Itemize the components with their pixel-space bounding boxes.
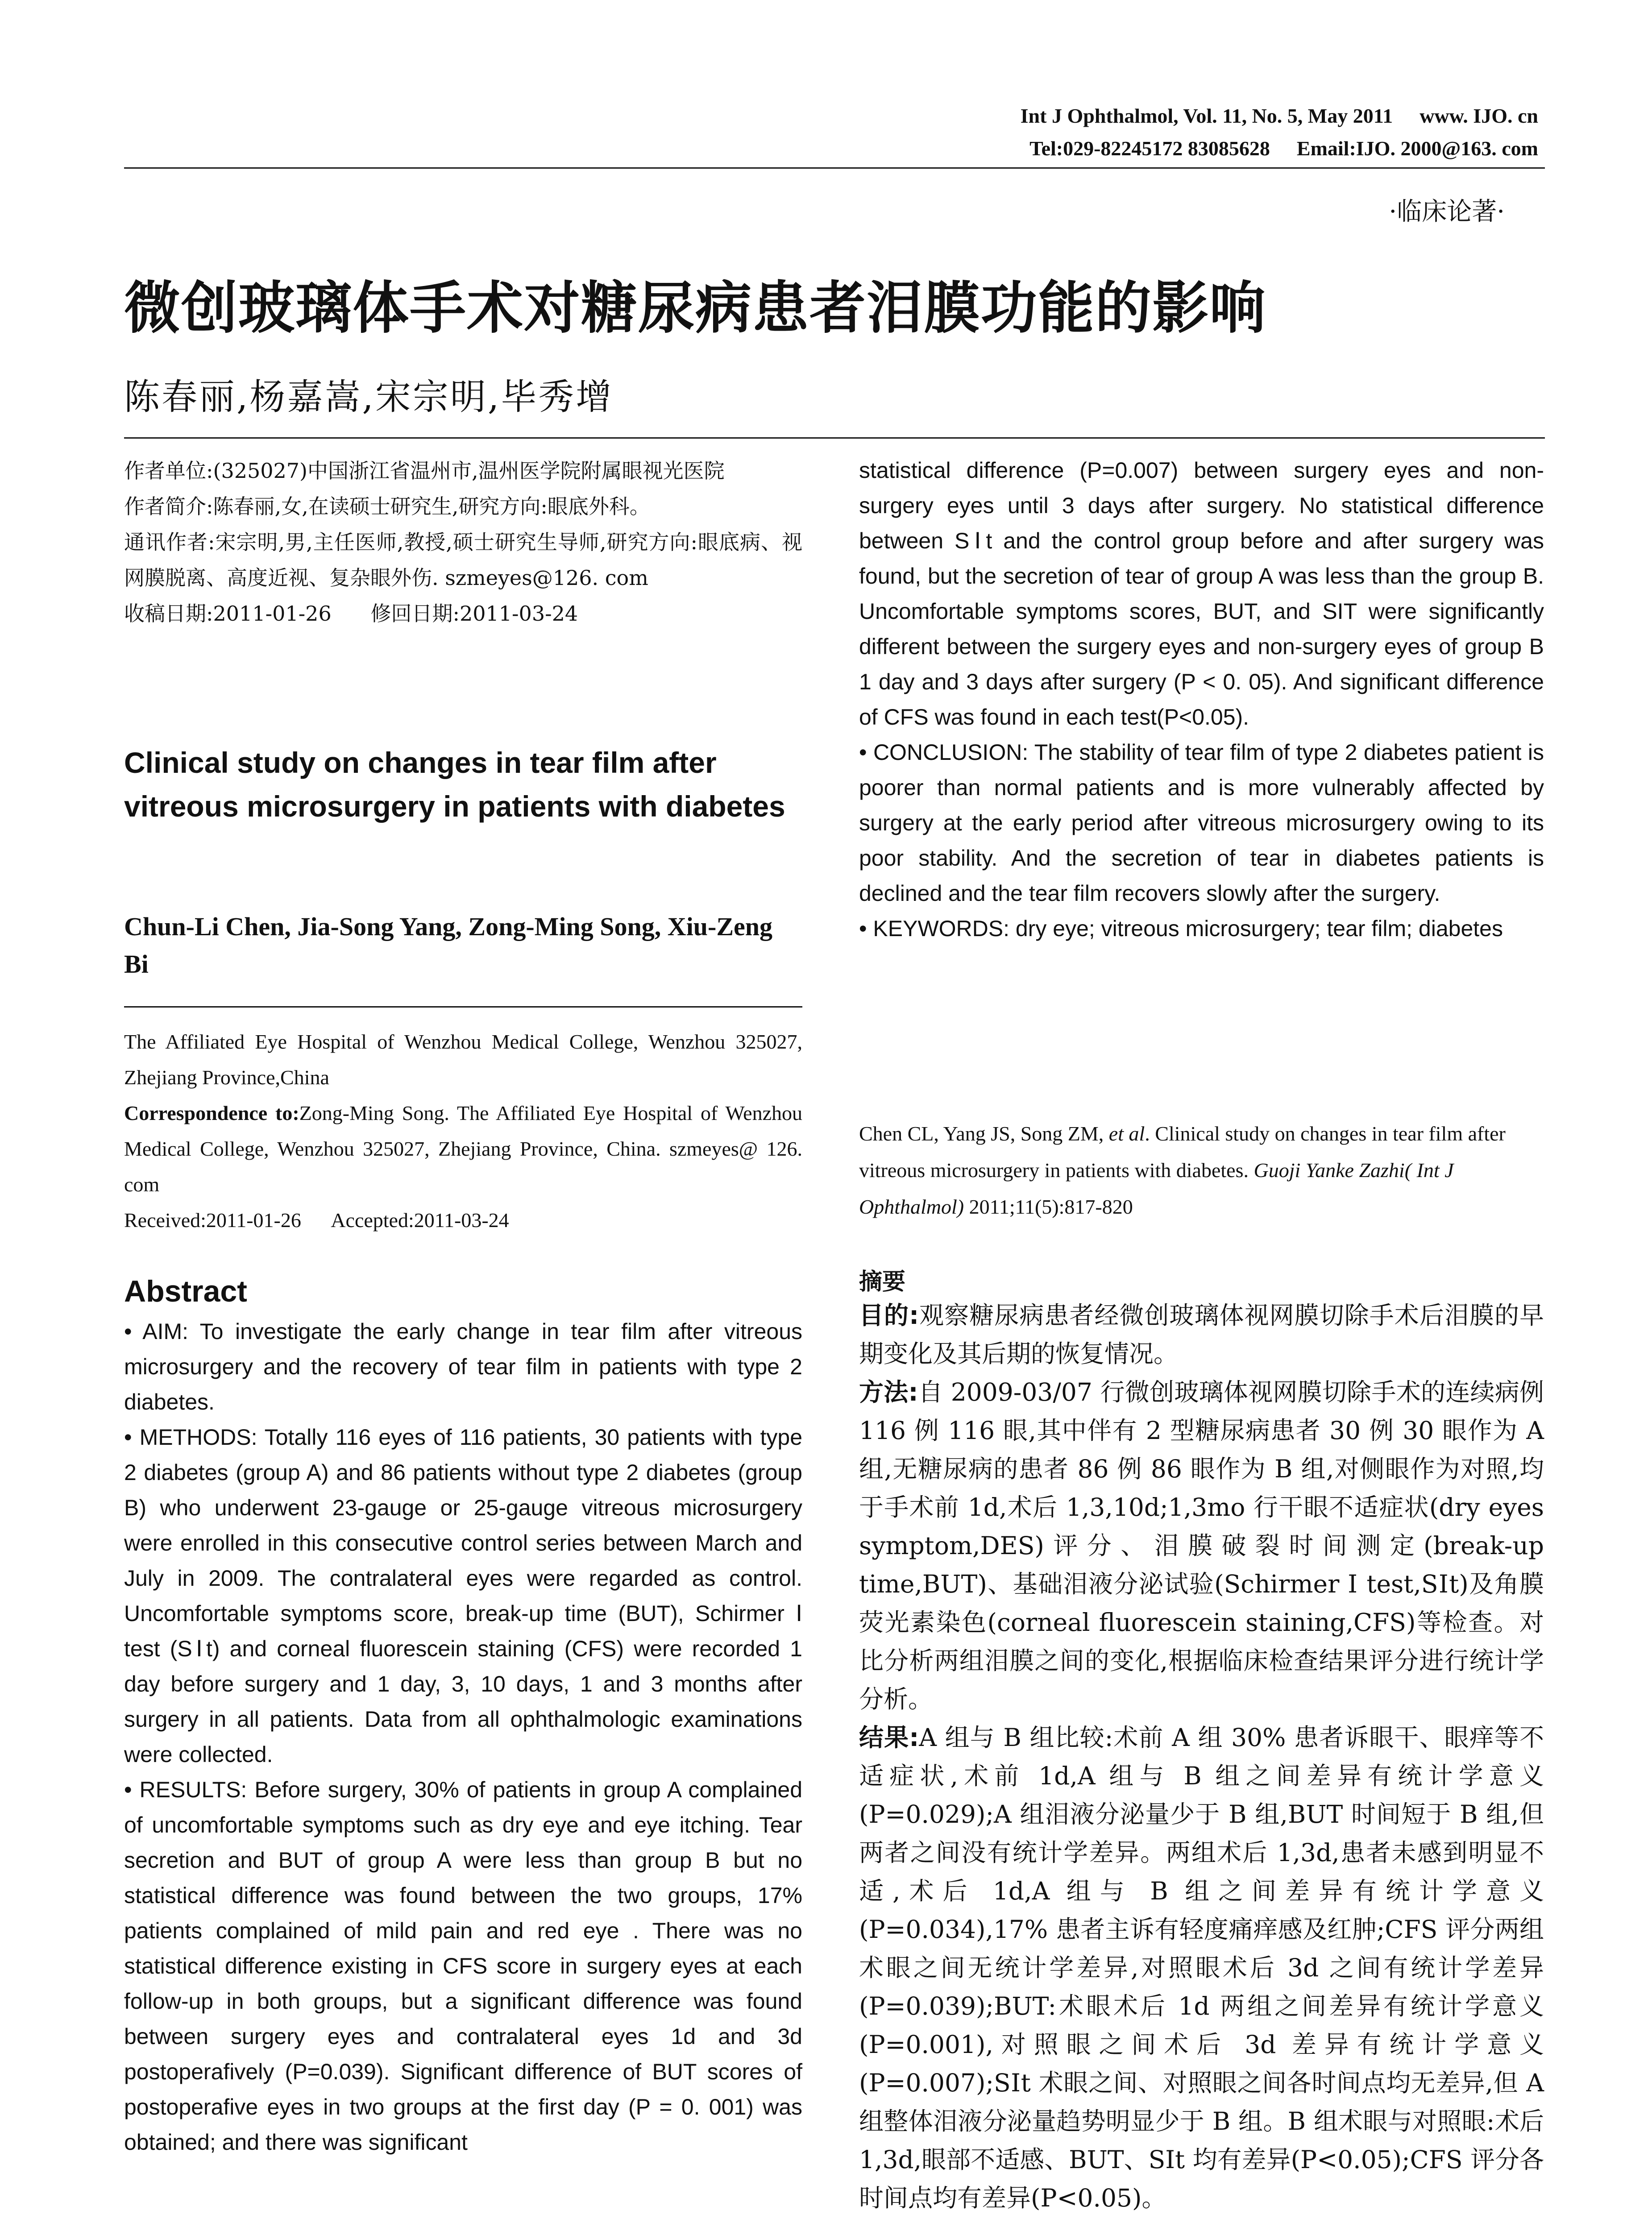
- dates-cn: 收稿日期:2011-01-26 修回日期:2011-03-24: [124, 601, 578, 626]
- running-header: [994, 104, 1538, 129]
- authors-cn: 陈春丽,杨嘉嵩,宋宗明,毕秀增: [124, 376, 614, 418]
- authors-en: Chun-Li Chen, Jia-Song Yang, Zong-Ming Song, Xiu-Zeng Bi: [124, 912, 773, 979]
- abstract-results-en-part2: statistical difference (P=0.007) between surgery eyes and non-surgery eyes until 3 days after surgery. No statistical difference between SⅠt and the control group before and after surgery was found, but the secretion of tear of group A was less than the group B. Uncomfortable symptoms scores, BUT, and SIT were significantly different between the surgery eyes and non-surgery eyes of group B 1 day and 3 days after surgery (P < 0. 05). And significant difference of CFS was found in each test(P<0.05).: [859, 458, 1544, 730]
- methods-text-cn: 自 2009-03/07 行微创玻璃体视网膜切除手术的连续病例 116 例 116 眼,其中伴有 2 型糖尿病患者 30 例 30 眼作为 A 组,无糖尿病的患者 86 例 86 眼作为 B 组,对侧眼作为对照,均于手术前 1d,术后 1,3,10d;1,3mo 行干眼不适症状(dry eyes symptom,DES)评分、泪膜破裂时间测定(break-up time,BUT)、基础泪液分泌试验(Schirmer Ⅰ test,SⅠt)及角膜荧光素染色(corneal fluorescein staining,CFS)等检查。对比分析两组泪膜之间的变化,根据临床检查结果评分进行统计学分析。: [859, 1378, 1544, 1713]
- methods-label-cn: 方法:: [859, 1378, 918, 1406]
- abstract-en-right: [859, 453, 1544, 946]
- affiliation-rule: [124, 1006, 802, 1008]
- affiliation-en: The Affiliated Eye Hospital of Wenzhou Medical College, Wenzhou 325027, Zhejiang Province,China: [124, 1030, 802, 1089]
- abstract-results-cn: [859, 1718, 1544, 2217]
- abstract-methods-en: • METHODS: Totally 116 eyes of 116 patients, 30 patients with type 2 diabetes (group A) and 86 patients without type 2 diabetes (group B) who underwent 23-gauge or 25-gauge vitreous microsurgery were enrolled in this consecutive control series between March and July in 2009. The contralateral eyes were regarded as control. Uncomfortable symptoms score, break-up time (BUT), Schirmer Ⅰ test (SⅠt) and corneal fluorescein staining (CFS) were recorded 1 day before surgery and 1 day, 3, 10 days, 1 and 3 months after surgery in all patients. Data from all ophthalmologic examinations were collected.: [124, 1425, 802, 1767]
- dates-en: Received:2011-01-26 Accepted:2011-03-24: [124, 1209, 509, 1232]
- citation-tail: 2011;11(5):817-820: [964, 1195, 1133, 1218]
- affiliation-block: [124, 1024, 802, 1238]
- citation-etal: et al: [1104, 1122, 1145, 1145]
- citation-authors: Chen CL, Yang JS, Song ZM,: [859, 1122, 1104, 1145]
- abstract-aim-cn: [859, 1296, 1544, 1373]
- contact-header: [1003, 136, 1538, 161]
- citation-journal: Guoji Yanke Zazhi( Int J Ophthalmol): [859, 1159, 1454, 1218]
- corresponding-author-cn: 通讯作者:宋宗明,男,主任医师,教授,硕士研究生导师,研究方向:眼底病、视网膜脱离、高度近视、复杂眼外伤. szmeyes@126. com: [124, 530, 802, 590]
- citation-text: [859, 1116, 1544, 1225]
- journal-tel: Tel:029-82245172 83085628: [1029, 137, 1270, 160]
- results-label-cn: 结果:: [859, 1723, 919, 1752]
- abstract-cn: [859, 1296, 1544, 2217]
- aim-text-cn: 观察糖尿病患者经微创玻璃体视网膜切除手术后泪膜的早期变化及其后期的恢复情况。: [859, 1301, 1544, 1368]
- aim-label-cn: 目的:: [859, 1301, 919, 1330]
- abstract-conclusion-en: • CONCLUSION: The stability of tear film of type 2 diabetes patient is poorer than normal patients and is more vulnerably affected by surgery at the early period after vitreous microsurgery owing to its poor stability. And the secretion of tear in diabetes patients is declined and the tear film recovers slowly after the surgery.: [859, 740, 1544, 906]
- abstract-en-left: [124, 1314, 802, 2160]
- abstract-heading-en: Abstract: [124, 1274, 247, 1308]
- title-cn: 微创玻璃体手术对糖尿病患者泪膜功能的影响: [124, 275, 1266, 341]
- author-unit-cn: 作者单位:(325027)中国浙江省温州市,温州医学院附属眼视光医院: [124, 459, 725, 483]
- journal-citation-line: Int J Ophthalmol, Vol. 11, No. 5, May 2011: [1020, 104, 1393, 127]
- citation-block: [859, 1116, 1544, 1225]
- author-info-cn: [124, 453, 802, 631]
- correspondence-text: Zong-Ming Song. The Affiliated Eye Hospital of Wenzhou Medical College, Wenzhou 325027, Zhejiang Province, China. szmeyes@ 126. com: [124, 1102, 802, 1196]
- abstract-aim-en: • AIM: To investigate the early change in tear film after vitreous microsurgery and the recovery of tear film in patients with type 2 diabetes.: [124, 1319, 802, 1414]
- abstract-keywords-en: • KEYWORDS: dry eye; vitreous microsurgery; tear film; diabetes: [859, 916, 1503, 941]
- abstract-heading-cn: 摘要: [859, 1269, 906, 1295]
- abstract-results-en-part1: • RESULTS: Before surgery, 30% of patients in group A complained of uncomfortable symptoms such as dry eye and eye itching. Tear secretion and BUT of group A were less than group B but no statistical difference was found between the two groups, 17% patients complained of mild pain and red eye . There was no statistical difference existing in CFS score in surgery eyes at each follow-up in both groups, but a significant difference was found between surgery eyes and contralateral eyes 1d and 3d postoperafively (P=0.039). Significant difference of BUT scores of postoperafive eyes in two groups at the first day (P = 0. 001) was obtained; and there was significant: [124, 1777, 802, 2155]
- correspondence-label: Correspondence to:: [124, 1102, 299, 1124]
- title-en: Clinical study on changes in tear film after vitreous microsurgery in patients with diabetes: [124, 746, 785, 823]
- correspondence-en: [124, 1095, 802, 1203]
- citation-title: . Clinical study on changes in tear film after vitreous microsurgery in patients with diabetes.: [859, 1122, 1506, 1182]
- section-tag: ·临床论著·: [1389, 197, 1505, 226]
- journal-email: Email:IJO. 2000@163. com: [1296, 137, 1538, 160]
- abstract-methods-cn: [859, 1373, 1544, 1718]
- journal-website: www. IJO. cn: [1420, 104, 1538, 127]
- results-text-cn: A 组与 B 组比较:术前 A 组 30% 患者诉眼干、眼痒等不适症状,术前 1d,A 组与 B 组之间差异有统计学意义(P=0.029);A 组泪液分泌量少于 B 组,BUT 时间短于 B 组,但两者之间没有统计学差异。两组术后 1,3d,患者未感到明显不适,术后 1d,A 组与 B 组之间差异有统计学意义(P=0.034),17% 患者主诉有轻度痛痒感及红肿;CFS 评分两组术眼之间无统计学差异,对照眼术后 3d 之间有统计学差异(P=0.039);BUT:术眼术后 1d 两组之间差异有统计学意义(P=0.001),对照眼之间术后 3d 差异有统计学意义(P=0.007);SⅠt 术眼之间、对照眼之间各时间点均无差异,但 A 组整体泪液分泌量趋势明显少于 B 组。B 组术眼与对照眼:术后 1,3d,眼部不适感、BUT、SⅠt 均有差异(P<0.05);CFS 评分各时间点均有差异(P<0.05)。: [859, 1723, 1544, 2212]
- authors-rule: [124, 437, 1545, 439]
- author-intro-cn: 作者简介:陈春丽,女,在读硕士研究生,研究方向:眼底外科。: [124, 494, 650, 518]
- header-rule: [124, 167, 1545, 169]
